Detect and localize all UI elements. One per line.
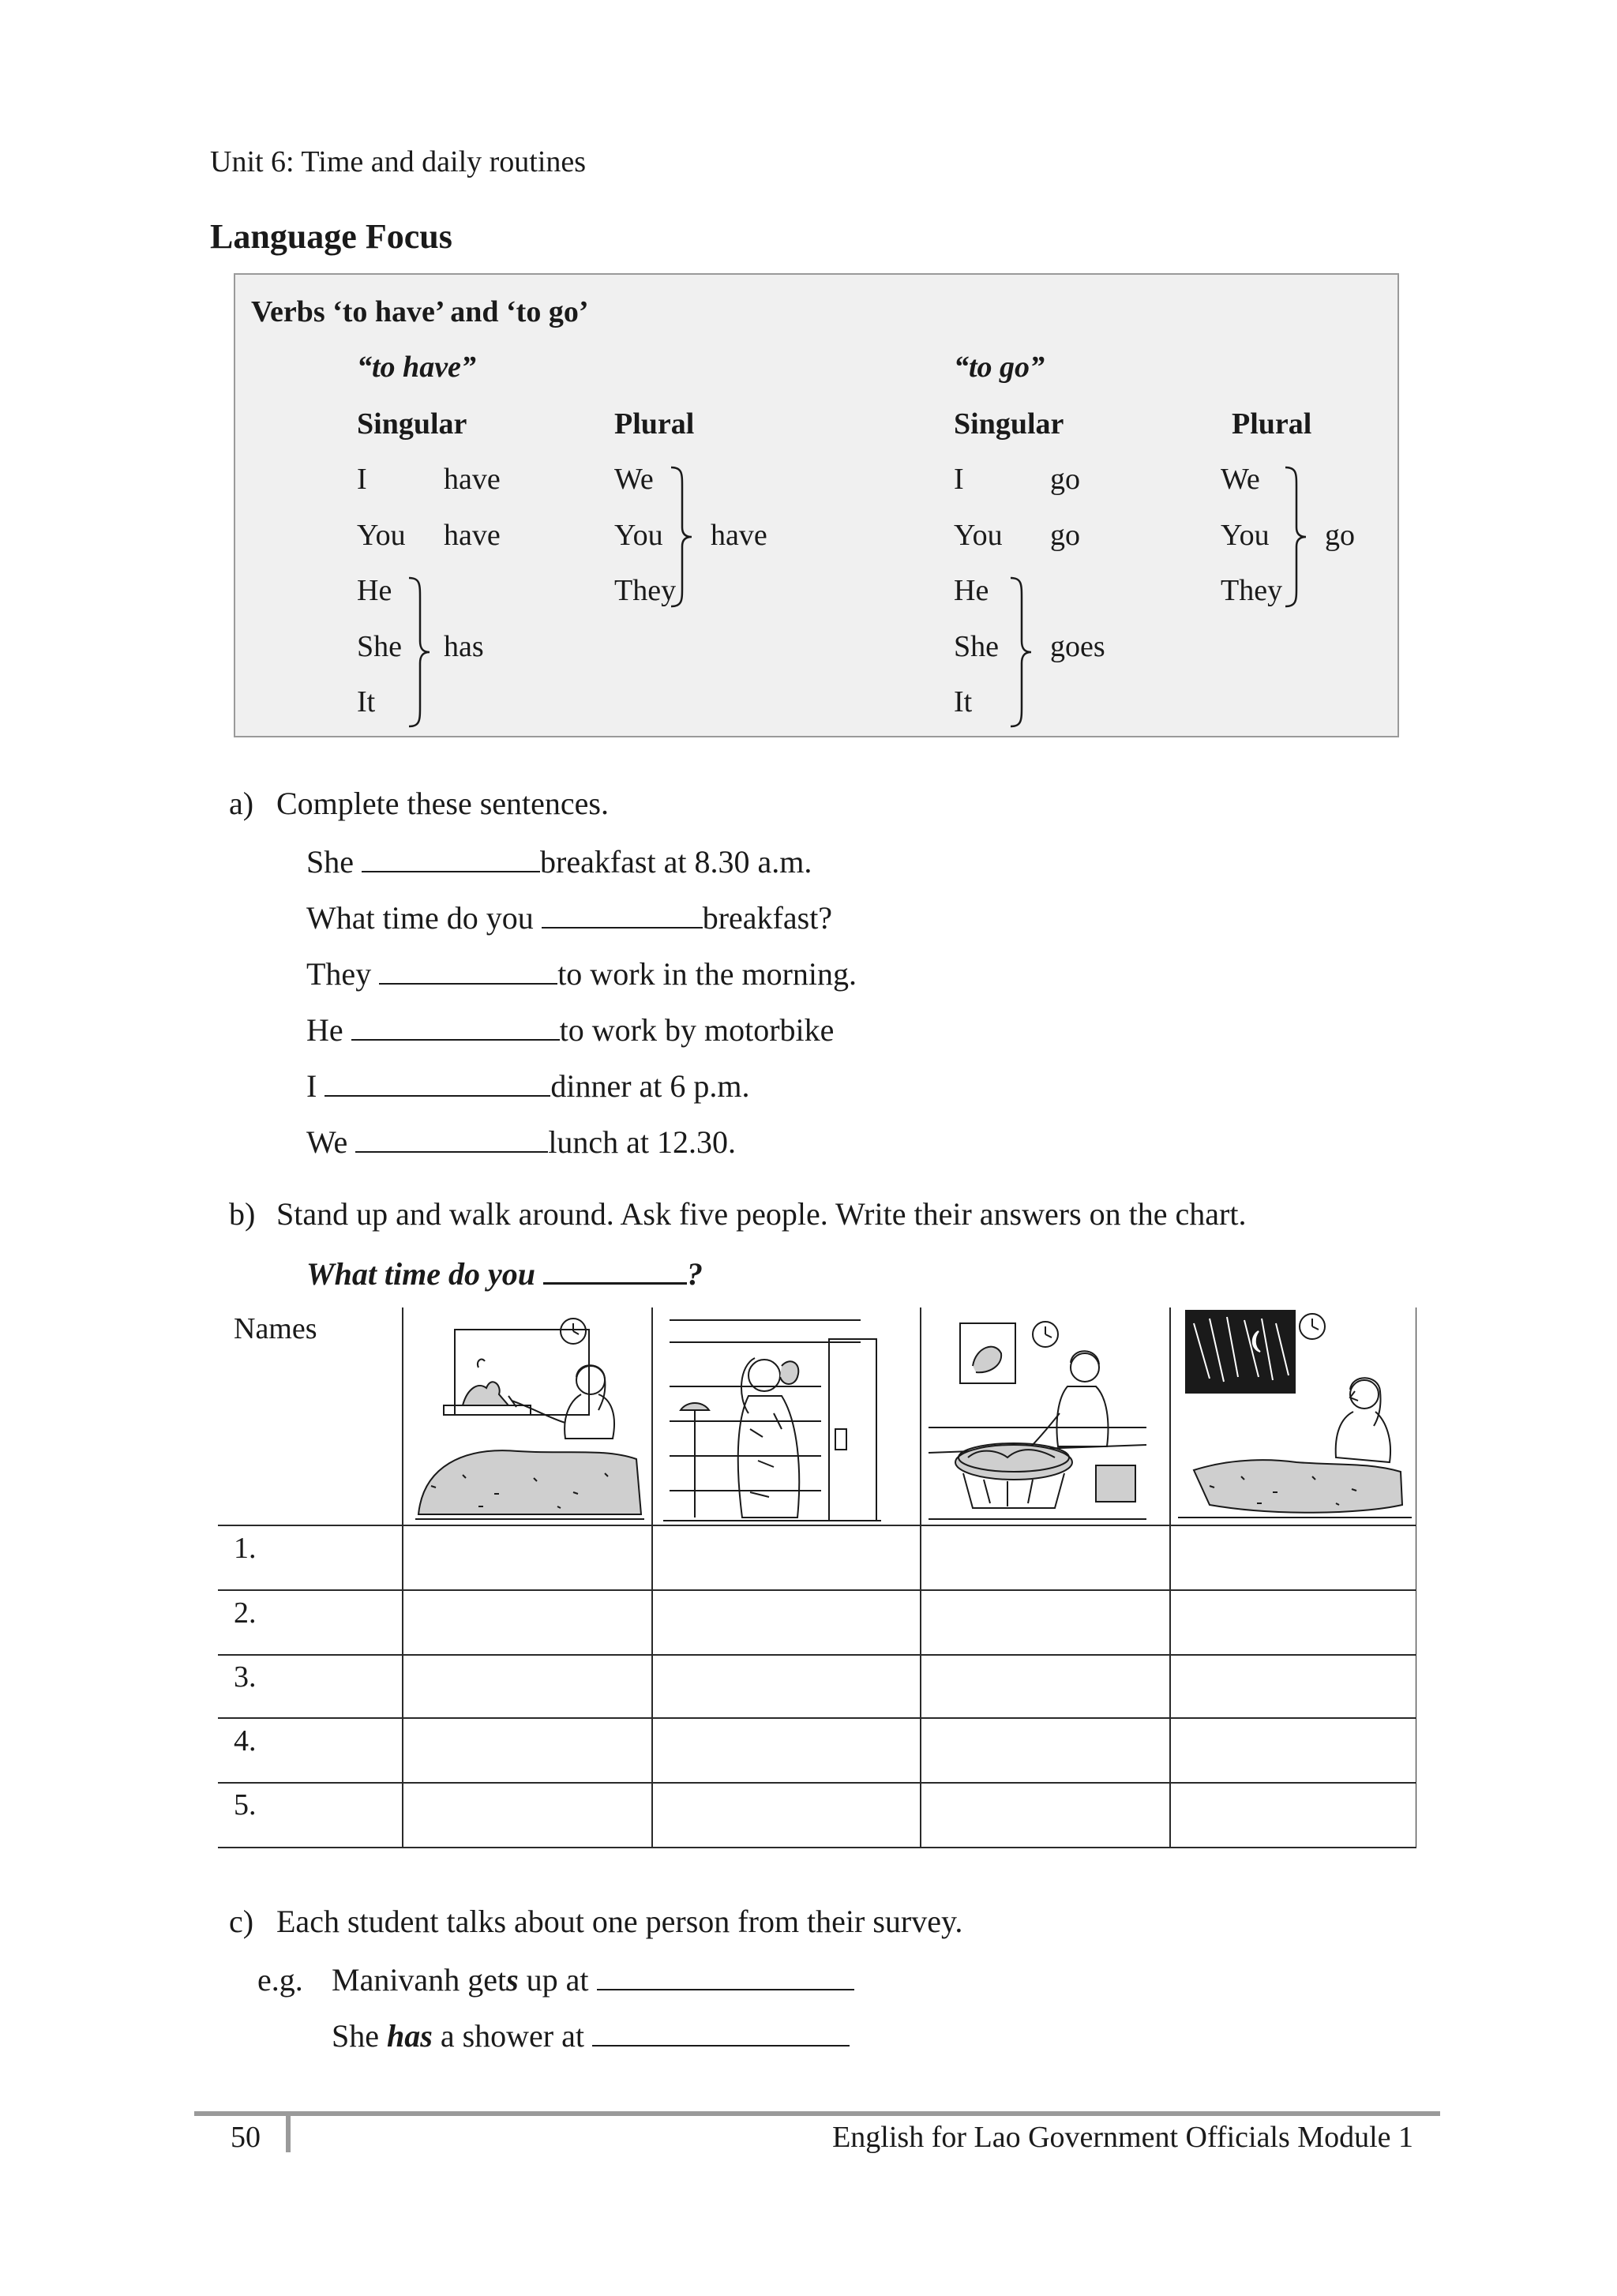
woman-cooking-picture (929, 1311, 1146, 1524)
grammar-box-title: Verbs ‘to have’ and ‘to go’ (251, 295, 589, 328)
go-pronoun-she: She (954, 630, 999, 663)
woman-showering-picture (663, 1311, 881, 1524)
woman-going-to-bed-picture (1178, 1307, 1412, 1524)
woman-waking-up-picture (415, 1312, 644, 1522)
example-label: e.g. (257, 1962, 303, 1998)
sentence-5: I dinner at 6 p.m. (306, 1068, 750, 1104)
answer-blank-1[interactable] (362, 847, 540, 872)
go-verb-i: go (1050, 463, 1080, 496)
go-pronoun-he: He (954, 574, 989, 607)
example-line-1: Manivanh gets up at (332, 1964, 854, 1996)
sentence-1: She breakfast at 8.30 a.m. (306, 844, 812, 880)
exercise-b-marker: b) (229, 1196, 256, 1232)
sentence-6: We lunch at 12.30. (306, 1124, 737, 1160)
row-number-5: 5. (234, 1788, 257, 1821)
have-plural-we: We (614, 463, 654, 496)
sentence-2: What time do you breakfast? (306, 900, 833, 936)
go-pronoun-you: You (954, 519, 1003, 552)
answer-blank-4[interactable] (351, 1015, 560, 1041)
have-plural-verb: have (711, 519, 767, 552)
have-verb-she: has (444, 630, 484, 663)
have-pronoun-i: I (357, 463, 367, 496)
page-number: 50 (231, 2121, 261, 2154)
have-pronoun-she: She (357, 630, 402, 663)
have-plural-you: You (614, 519, 663, 552)
go-pronoun-it: It (954, 685, 973, 718)
sentence-3: They to work in the morning. (306, 956, 857, 992)
have-pronoun-you: You (357, 519, 406, 552)
example-line-2: She has a shower at (332, 2020, 850, 2052)
exercise-c-instruction: Each student talks about one person from their survey. (276, 1904, 963, 1939)
go-verb-you: go (1050, 519, 1080, 552)
answer-blank-6[interactable] (355, 1127, 548, 1153)
have-plural-brace (665, 464, 696, 611)
row-number-3: 3. (234, 1660, 257, 1694)
have-verb-i: have (444, 463, 501, 496)
example-blank-1[interactable] (597, 1965, 854, 1990)
go-singular-label: Singular (954, 407, 1064, 441)
go-plural-they: They (1221, 574, 1283, 607)
names-header: Names (234, 1312, 317, 1345)
survey-question: What time do you ? (306, 1256, 703, 1292)
go-singular-brace (1004, 575, 1036, 730)
have-singular-label: Singular (357, 407, 467, 441)
have-verb-you: have (444, 519, 501, 552)
go-pronoun-i: I (954, 463, 964, 496)
answer-blank-2[interactable] (542, 903, 703, 929)
section-title: Language Focus (210, 217, 452, 256)
survey-question-blank (543, 1259, 687, 1285)
go-plural-we: We (1221, 463, 1260, 496)
answer-blank-3[interactable] (379, 959, 557, 985)
book-title: English for Lao Government Officials Module 1 (832, 2121, 1413, 2154)
exercise-c-marker: c) (229, 1904, 254, 1939)
go-plural-brace (1279, 464, 1311, 611)
sentence-4: He to work by motorbike (306, 1012, 835, 1048)
exercise-b-instruction: Stand up and walk around. Ask five people. Write their answers on the chart. (276, 1196, 1247, 1232)
go-plural-label: Plural (1232, 407, 1312, 441)
exercise-a-instruction: Complete these sentences. (276, 786, 609, 821)
have-pronoun-he: He (357, 574, 392, 607)
have-plural-they: They (614, 574, 677, 607)
answer-blank-5[interactable] (325, 1071, 550, 1097)
row-number-4: 4. (234, 1724, 257, 1758)
example-blank-2[interactable] (592, 2021, 850, 2047)
go-heading: “to go” (954, 351, 1045, 384)
go-plural-verb: go (1325, 519, 1355, 552)
exercise-a-marker: a) (229, 786, 254, 821)
go-verb-she: goes (1050, 630, 1105, 663)
row-number-2: 2. (234, 1596, 257, 1630)
have-singular-brace (403, 575, 434, 730)
have-pronoun-it: It (357, 685, 376, 718)
row-number-1: 1. (234, 1532, 257, 1565)
footer-divider (286, 2111, 291, 2152)
have-heading: “to have” (357, 351, 476, 384)
unit-title: Unit 6: Time and daily routines (210, 145, 587, 178)
have-plural-label: Plural (614, 407, 695, 441)
go-plural-you: You (1221, 519, 1270, 552)
footer-rule (194, 2111, 1440, 2116)
